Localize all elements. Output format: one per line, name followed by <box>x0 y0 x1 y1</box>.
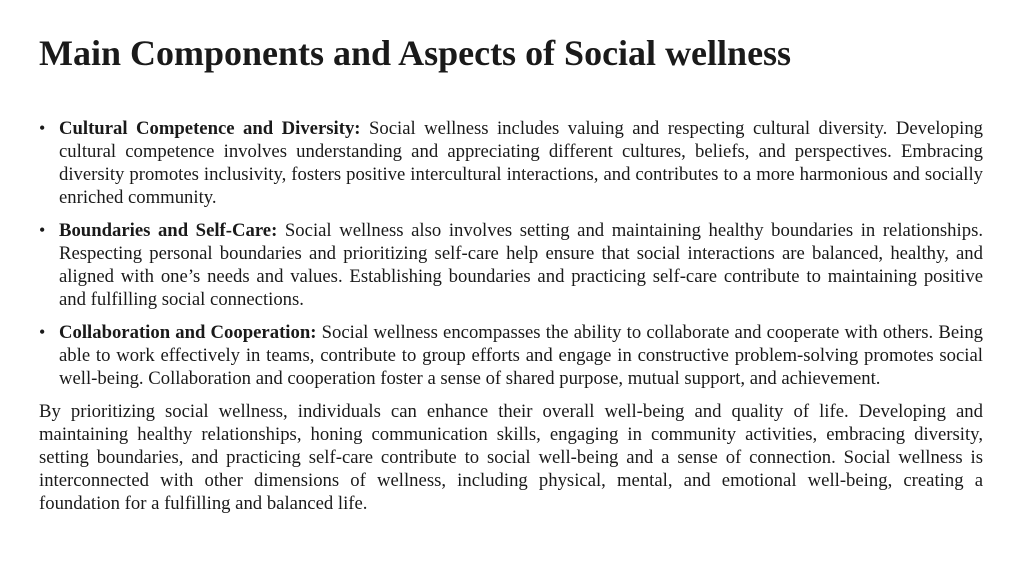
bullet-icon: • <box>39 322 46 342</box>
bullet-item-boundaries <box>39 219 983 311</box>
slide-title: Main Components and Aspects of Social wellness <box>39 33 792 73</box>
bullet-icon: • <box>39 220 46 240</box>
bullet-text: Social wellness also involves setting and maintaining healthy boundaries in relationships. Respecting personal boundaries and prioritizing self-care help ensure that social interactions are balanced, healthy, and aligned with one’s needs and values. Establishing boundaries and practicing self-care contribute to maintaining positive and fulfilling social connections. <box>59 220 984 310</box>
bullet-list <box>39 117 983 390</box>
bullet-heading: Cultural Competence and Diversity: <box>59 118 361 139</box>
summary-paragraph: By prioritizing social wellness, individuals can enhance their overall well-being and quality of life. Developing and maintaining healthy relationships, honing communication skills, engaging in community activities, embracing diversity, setting boundaries, and practicing self-care contribute to social well-being and a sense of connection. Social wellness is interconnected with other dimensions of wellness, including physical, mental, and emotional well-being, creating a foundation for a fulfilling and balanced life. <box>39 401 983 514</box>
bullet-heading: Boundaries and Self-Care: <box>59 220 278 241</box>
bullet-item-cultural-competence <box>39 117 983 209</box>
bullet-item-collaboration <box>39 321 983 390</box>
slide-body <box>39 117 983 515</box>
bullet-heading: Collaboration and Cooperation: <box>59 322 317 343</box>
bullet-icon: • <box>39 118 46 138</box>
bullet-text: Social wellness includes valuing and respecting cultural diversity. Developing cultural competence involves understanding and appreciating different cultures, beliefs, and perspectives. Embracing diversity promotes inclusivity, fosters positive intercultural interactions, and contributes to a more harmonious and socially enriched community. <box>59 118 984 208</box>
bullet-text: Social wellness encompasses the ability to collaborate and cooperate with others. Being able to work effectively in teams, contribute to group efforts and engage in constructive problem-solving promotes social well-being. Collaboration and cooperation foster a sense of shared purpose, mutual support, and achievement. <box>59 322 984 389</box>
